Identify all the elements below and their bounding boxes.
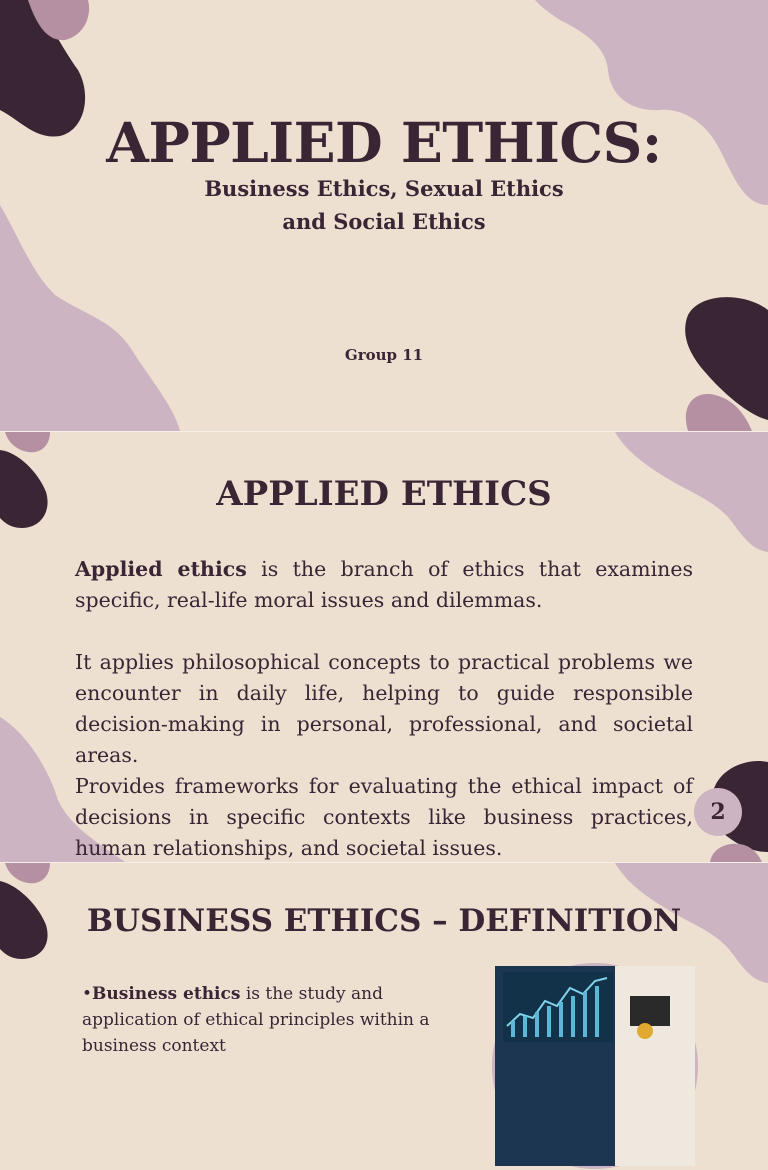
paragraph-applies: It applies philosophical concepts to practical problems we encounter in daily life, helping to guide responsible decision-making in personal, professional, and societal areas.: [75, 650, 693, 767]
slide-body: [75, 554, 693, 864]
slide-subtitle: [0, 172, 768, 238]
paragraph-definition: [75, 554, 693, 616]
slide-business-ethics: [0, 863, 768, 1056]
paragraph-frameworks: Provides frameworks for evaluating the ethical impact of decisions in specific contexts like business practices, human relationships, and societal issues.: [75, 774, 693, 860]
slide-title-heading: APPLIED ETHICS:: [106, 110, 662, 175]
definition-text: is the study and application of ethical principles within a business context: [82, 984, 430, 1056]
subtitle-line-1: Business Ethics, Sexual Ethics: [204, 176, 564, 201]
slide-title: [0, 0, 768, 431]
group-label: Group 11: [344, 346, 424, 364]
bullet-item: [82, 981, 482, 1059]
term-business-ethics: Business ethics: [92, 984, 241, 1004]
term-applied-ethics: Applied ethics: [75, 557, 247, 581]
definition-text: is the branch of ethics that examines specific, real-life moral issues and dilemmas.: [75, 557, 693, 612]
slide-applied-ethics: [0, 432, 768, 862]
slide-heading: BUSINESS ETHICS – DEFINITION: [86, 903, 682, 939]
slide-heading: APPLIED ETHICS: [216, 474, 552, 514]
bullet-mark: •: [82, 984, 93, 1004]
page-number-badge: 2: [694, 788, 742, 836]
chart-screen-image: [495, 966, 695, 1166]
business-chart-photo: [492, 963, 698, 1169]
subtitle-line-2: and Social Ethics: [282, 209, 486, 234]
